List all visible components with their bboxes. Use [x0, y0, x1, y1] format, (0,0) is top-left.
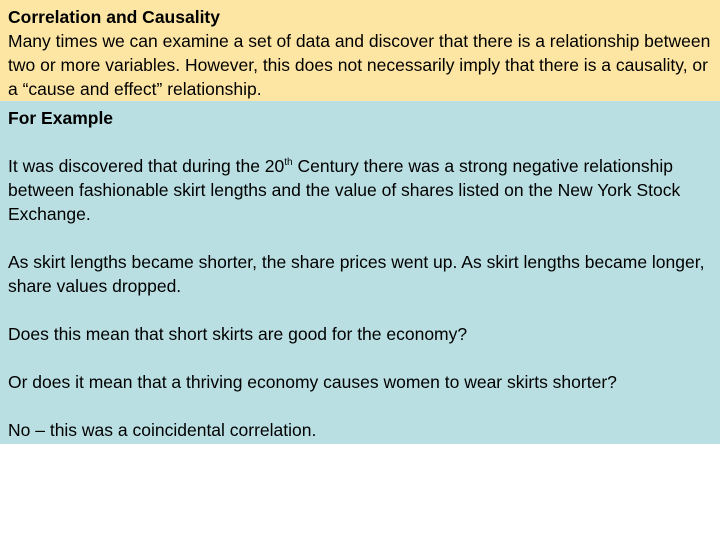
definition-box — [0, 0, 720, 101]
conclusion: No – this was a coincidental correlation. — [8, 420, 317, 440]
example-paragraph-2: As skirt lengths became shorter, the share prices went up. As skirt lengths became longer, share values dropped. — [8, 252, 705, 296]
question-2: Or does it mean that a thriving economy causes women to wear skirts shorter? — [8, 372, 617, 392]
question-1: Does this mean that short skirts are good for the economy? — [8, 324, 468, 344]
ordinal-suffix: th — [284, 157, 293, 168]
example-box — [0, 101, 720, 444]
example-paragraph-1-start: It was discovered that during the 20 — [8, 156, 285, 176]
definition-text: Many times we can examine a set of data and discover that there is a relationship between two or more variables. However, this does not necessarily imply that there is a causality, or a “cause and effect” relationship. — [8, 31, 711, 99]
slide-title: Correlation and Causality — [8, 7, 220, 27]
example-heading: For Example — [8, 108, 114, 128]
example-paragraph-1-end: Century there was a strong negative relationship between fashionable skirt lengths and the value of shares listed on the New York Stock Exchange. — [8, 156, 681, 224]
example-paragraph-1 — [8, 154, 712, 226]
